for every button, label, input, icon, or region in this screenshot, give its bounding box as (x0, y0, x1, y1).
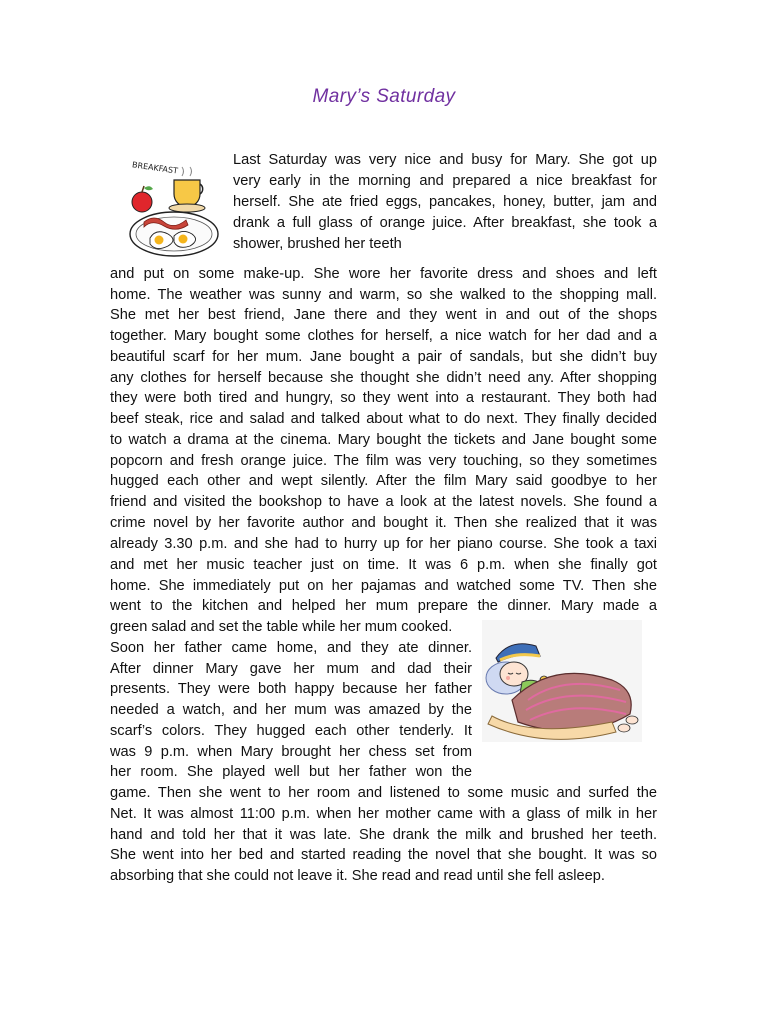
story-line: any clothes for herself because she thought she didn’t need any. After shopping (110, 370, 657, 386)
story-line: they were both tired and hungry, so they went into a restaurant. They both had (110, 390, 657, 406)
story-line: After dinner Mary gave her mum and dad their (110, 661, 472, 677)
story-line: Soon her father came home, and they ate dinner. (110, 640, 472, 656)
story-line: hugged each other and wept silently. After the film Mary said goodbye to her (110, 473, 657, 489)
story-line: beautiful scarf for her mum. Jane bought a pair of sandals, but she didn’t buy (110, 349, 657, 365)
story-line: to watch a drama at the cinema. Mary bought the tickets and Jane bought some (110, 432, 657, 448)
breakfast-illustration (112, 152, 224, 260)
story-line: Last Saturday was very nice and busy for Mary. She got up (233, 152, 657, 168)
story-line: together. Mary bought some clothes for herself, a nice watch for her dad and a (110, 328, 657, 344)
story-line: home. The weather was sunny and warm, so she walked to the shopping mall. (110, 287, 657, 303)
story-line: friend and visited the bookshop to have a look at the latest novels. She found a (110, 494, 657, 510)
story-line: green salad and set the table while her mum cooked. (110, 619, 453, 635)
story-line: very early in the morning and prepared a nice breakfast for (233, 173, 657, 189)
story-line: needed a watch, and her mum was amazed by the (110, 702, 472, 718)
page-title: Mary’s Saturday (312, 86, 456, 107)
story-line: game. Then she went to her room and listened to some music and surfed the (110, 785, 657, 801)
story-line: home. She immediately put on her pajamas and watched some TV. Then she (110, 578, 657, 594)
story-line: crime novel by her favorite author and bought it. Then she realized that it was (110, 515, 657, 531)
story-line: beef steak, rice and salad and talked about what to do next. They finally decided (110, 411, 657, 427)
story-line: scarf’s colors. They hugged each other tenderly. It (110, 723, 472, 739)
story-line: Net. It was almost 11:00 p.m. when her mother came with a glass of milk in her (110, 806, 657, 822)
story-line: popcorn and fresh orange juice. The film was very touching, so they sometimes (110, 453, 657, 469)
story-line: her room. She played well but her father won the (110, 764, 472, 780)
story-line: absorbing that she could not leave it. She read and read until she fell asleep. (110, 868, 605, 884)
story-line: drank a full glass of orange juice. After breakfast, she took a (233, 215, 657, 231)
story-line: went to the kitchen and helped her mum prepare the dinner. Mary made a (110, 598, 657, 614)
story-line: She met her best friend, Jane there and they went in and out of the shops (110, 307, 657, 323)
story-line: shower, brushed her teeth (233, 236, 402, 252)
story-line: and met her music teacher just on time. It was 6 p.m. when she finally got (110, 557, 657, 573)
story-line: herself. She ate fried eggs, pancakes, honey, butter, jam and (233, 194, 657, 210)
sleeping-girl-illustration (482, 620, 642, 742)
story-line: was 9 p.m. when Mary brought her chess set from (110, 744, 472, 760)
story-line: presents. They were both happy because her father (110, 681, 472, 697)
story-line: hand and told her that it was late. She drank the milk and brushed her teeth. (110, 827, 657, 843)
breakfast-label: BREAKFAST (131, 160, 179, 176)
story-line: and put on some make-up. She wore her favorite dress and shoes and left (110, 266, 657, 282)
story-line: She went into her bed and started reading the novel that she bought. It was so (110, 847, 657, 863)
story-line: already 3.30 p.m. and she had to hurry up for her piano course. She took a taxi (110, 536, 657, 552)
